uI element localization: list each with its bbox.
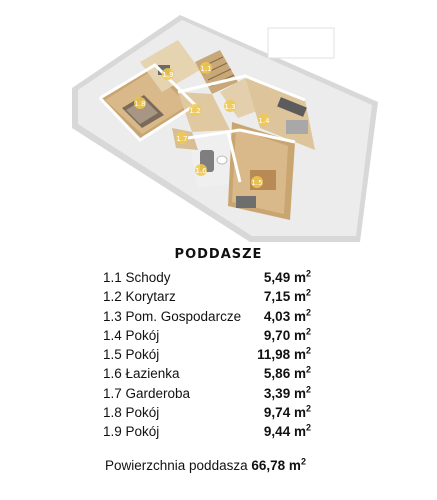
total-value: 66,78 $m^2$ [251, 456, 306, 473]
table-row [103, 403, 311, 422]
room-area: 4,03 $m^2$ [263, 307, 311, 324]
table-row [103, 364, 311, 383]
room-area: 5,49 $m^2$ [263, 268, 311, 285]
table-row [103, 287, 311, 306]
table-row [103, 422, 311, 441]
total-label: Powierzchnia poddasza [105, 458, 248, 473]
table-row [103, 345, 311, 364]
room-area: 11,98 $m^2$ [257, 345, 311, 363]
room-name: 1.6 Łazienka [103, 366, 180, 382]
room-name: 1.3 Pom. Gospodarcze [103, 308, 242, 324]
room-name: 1.7 Garderoba [103, 385, 191, 401]
table-row [103, 384, 311, 403]
room-tag-1-9: 1.9 [162, 71, 174, 79]
room-area: 9,70 $m^2$ [263, 326, 311, 343]
table-row [103, 307, 311, 326]
room-tag-1-1: 1.1 [200, 65, 212, 73]
total-area [105, 458, 306, 473]
room-area: 3,39 $m^2$ [263, 384, 311, 401]
room-tag-1-5: 1.5 [251, 179, 263, 187]
room-name: 1.4 Pokój [103, 327, 160, 343]
room-name: 1.5 Pokój [103, 347, 160, 363]
room-area: 5,86 $m^2$ [263, 364, 311, 382]
room-tag-1-3: 1.3 [224, 103, 236, 111]
room-tag-1-4: 1.4 [258, 117, 270, 125]
room-tag-1-8: 1.8 [134, 100, 146, 108]
room-area: 9,44 $m^2$ [263, 422, 311, 440]
room-area: 9,74 $m^2$ [263, 403, 311, 421]
room-name: 1.1 Schody [103, 270, 171, 285]
room-area-table [103, 268, 311, 442]
room-name: 1.8 Pokój [103, 405, 160, 421]
room-tag-1-7: 1.7 [176, 135, 188, 143]
room-tag-1-6: 1.6 [195, 167, 207, 175]
room-name: 1.2 Korytarz [103, 289, 176, 305]
table-row [103, 326, 311, 345]
floor-plan-image [60, 10, 380, 245]
room-area: 7,15 $m^2$ [263, 287, 311, 305]
table-row [103, 268, 311, 287]
room-name: 1.9 Pokój [103, 424, 160, 440]
room-tag-1-2: 1.2 [189, 107, 201, 115]
page-title: PODDASZE [174, 247, 263, 262]
